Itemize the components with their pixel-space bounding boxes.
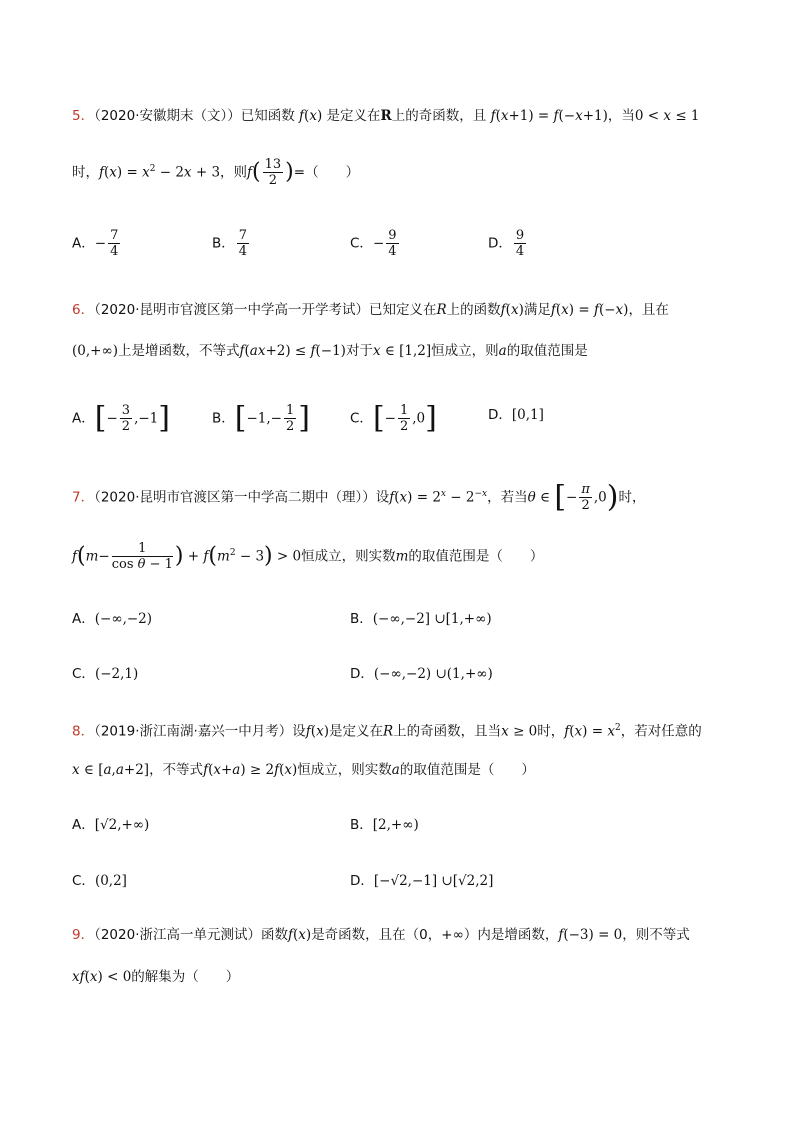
q6-option-d[interactable]: D．[0,1] [488, 407, 544, 423]
q6-text: 的取值范围是 [506, 343, 588, 359]
option-label: A． [72, 235, 95, 252]
q5-text: 上的奇函数，且 [391, 108, 487, 124]
question-source: （2020·安徽期末（文）） [94, 108, 241, 124]
q8-line-2: x ∈ [a,a+2]，不等式f(x+a) ≥ 2f(x)恒成立，则实数a的取值范围是（ ） [72, 762, 535, 778]
option-label: D． [350, 666, 374, 682]
q5-option-d[interactable]: D． $\frac{9}{4}$ [488, 228, 525, 259]
q6-text: 已知定义在 [369, 302, 437, 318]
math-expr: f [299, 108, 305, 124]
option-value: (−∞,−2) ∪(1,+∞) [373, 666, 493, 682]
question-number: 8． [72, 723, 95, 740]
option-value: (0,2] [94, 873, 127, 889]
option-label: A． [72, 817, 95, 833]
option-label: B． [350, 611, 373, 627]
q8-text: 上的奇函数，且当 [393, 723, 502, 740]
q5-option-c[interactable]: C．− $\frac{9}{4}$ [350, 228, 397, 259]
q6-text: 对于 [345, 343, 373, 359]
q6-option-b[interactable]: B．[−1,− $\frac{1}{2}$ ] [212, 400, 310, 436]
option-label: C． [72, 666, 95, 682]
q5-text: 已知函数 [240, 108, 295, 124]
q8-text: 恒成立，则实数 [297, 762, 392, 778]
q6-option-c[interactable]: C．[− $\frac{1}{2}$ ,0] [350, 400, 437, 436]
q6-text: ，且在 [628, 302, 669, 318]
q7-option-c[interactable] [72, 664, 138, 684]
option-value: (−2,1) [94, 666, 139, 682]
option-label: D． [488, 407, 512, 423]
q6-text: 上的函数 [446, 302, 501, 318]
q7-option-d[interactable] [350, 664, 493, 684]
option-label: C． [350, 235, 373, 252]
question-number: 5． [72, 108, 95, 124]
q9-text: 的解集为（ ） [131, 969, 240, 985]
q8-text: 设 [292, 723, 306, 740]
set-R: R [380, 108, 392, 124]
q7-line-2: f(m− $\frac{1}{\text{cos θ − 1}}$ ) + $f(m^2 - 3) > 0$恒成立，则实数m的取值范围是（ ） [72, 541, 544, 572]
q5-text: 是定义在 [326, 108, 381, 124]
q5-option-a[interactable]: A．− $\frac{7}{4}$ [72, 228, 119, 259]
question-source: （2020·昆明市官渡区第一中学高二期中（理）） [94, 489, 376, 506]
q9-text: 函数 [261, 927, 288, 943]
q9-line-2: xf(x) < 0的解集为（ ） [72, 969, 240, 985]
option-label: D． [350, 873, 374, 889]
q7-text: 的取值范围是（ ） [408, 548, 544, 565]
q8-option-a[interactable]: A．[√2,+∞) [72, 817, 150, 833]
option-label: A． [72, 611, 95, 627]
q8-option-d[interactable]: D．[−√2,−1] ∪[√2,2] [350, 873, 494, 889]
q7-text: ，若当 [487, 489, 528, 506]
q8-text: ，若对任意的 [620, 723, 702, 740]
q7-option-a[interactable] [72, 609, 152, 629]
option-label: B． [212, 410, 235, 427]
option-value: [2,+∞) [372, 817, 419, 833]
q9-text: ，则不等式 [622, 927, 690, 943]
q6-line-1: 6．（2020·昆明市官渡区第一中学高一开学考试）已知定义在R上的函数f(x)满足f(x) = f(−x)，且在 [72, 302, 669, 318]
question-number: 9． [72, 927, 95, 943]
q7-text: 恒成立，则实数 [301, 548, 396, 565]
question-source: （2020·昆明市官渡区第一中学高一开学考试） [94, 302, 369, 318]
option-label: B． [212, 235, 235, 252]
q7-text: 设 [375, 489, 390, 506]
q6-text: 上是增函数，不等式 [117, 343, 240, 359]
q8-option-b[interactable] [350, 815, 419, 835]
q9-text: 是奇函数，且在（0，+∞）内是增函数， [311, 927, 559, 943]
q8-text: 是定义在 [328, 723, 383, 740]
q7-line-1: 7．（2020·昆明市官渡区第一中学高二期中（理））设$f(x) = 2^x - 2^{-x}$，若当θ ∈ [− $\frac{\pi}{2}$ ,0)时， [72, 479, 646, 515]
q5-text: =（ ） [293, 164, 360, 181]
q8-line-1: 8．（2019·浙江南湖·嘉兴一中月考）设f(x)是定义在R上的奇函数，且当x ≥ 0时，$f(x) = x^2$，若对任意的 [72, 723, 702, 740]
q5-option-b[interactable]: B． $\frac{7}{4}$ [212, 228, 248, 259]
q8-option-c[interactable] [72, 871, 127, 891]
q8-text: 的取值范围是（ ） [399, 762, 535, 778]
q5-text: 时， [72, 164, 99, 181]
q6-text: 恒成立，则 [431, 343, 499, 359]
q8-text: 时， [537, 723, 565, 740]
option-label: B． [350, 817, 373, 833]
question-source: （2020·浙江高一单元测试） [94, 927, 261, 943]
q6-line-2: (0,+∞)上是增函数，不等式f(ax+2) ≤ f(−1)对于x ∈ [1,2]恒成立，则a的取值范围是 [72, 343, 588, 359]
option-label: C． [72, 873, 95, 889]
q5-text: ，则 [220, 164, 248, 181]
option-label: C． [350, 410, 373, 427]
option-value: (−∞,−2] ∪[1,+∞) [372, 611, 492, 627]
q6-option-a[interactable]: A．[− $\frac{3}{2}$ ,−1] [72, 400, 170, 436]
option-value: (−∞,−2) [94, 611, 153, 627]
q5-line-2: 时，$f(x) = x^2 - 2x + 3$，则f( $\frac{13}{2}$ )=（ ） [72, 157, 360, 188]
q7-text: 时， [618, 489, 646, 506]
option-label: D． [488, 235, 512, 252]
question-number: 7． [72, 489, 95, 506]
q5-text: ，当 [607, 108, 635, 124]
q5-line-1: 5．（2020·安徽期末（文））已知函数 f(x) 是定义在R上的奇函数，且 f(x+1) = f(−x+1)，当0 < x ≤ 1 [72, 108, 700, 124]
question-source: （2019·浙江南湖·嘉兴一中月考） [94, 723, 293, 740]
q7-option-b[interactable] [350, 609, 492, 629]
q9-line-1: 9．（2020·浙江高一单元测试）函数f(x)是奇函数，且在（0，+∞）内是增函数，f(−3) = 0，则不等式 [72, 927, 690, 943]
q6-text: 满足 [523, 302, 551, 318]
question-number: 6． [72, 302, 95, 318]
option-label: A． [72, 410, 95, 427]
q8-text: ，不等式 [149, 762, 204, 778]
